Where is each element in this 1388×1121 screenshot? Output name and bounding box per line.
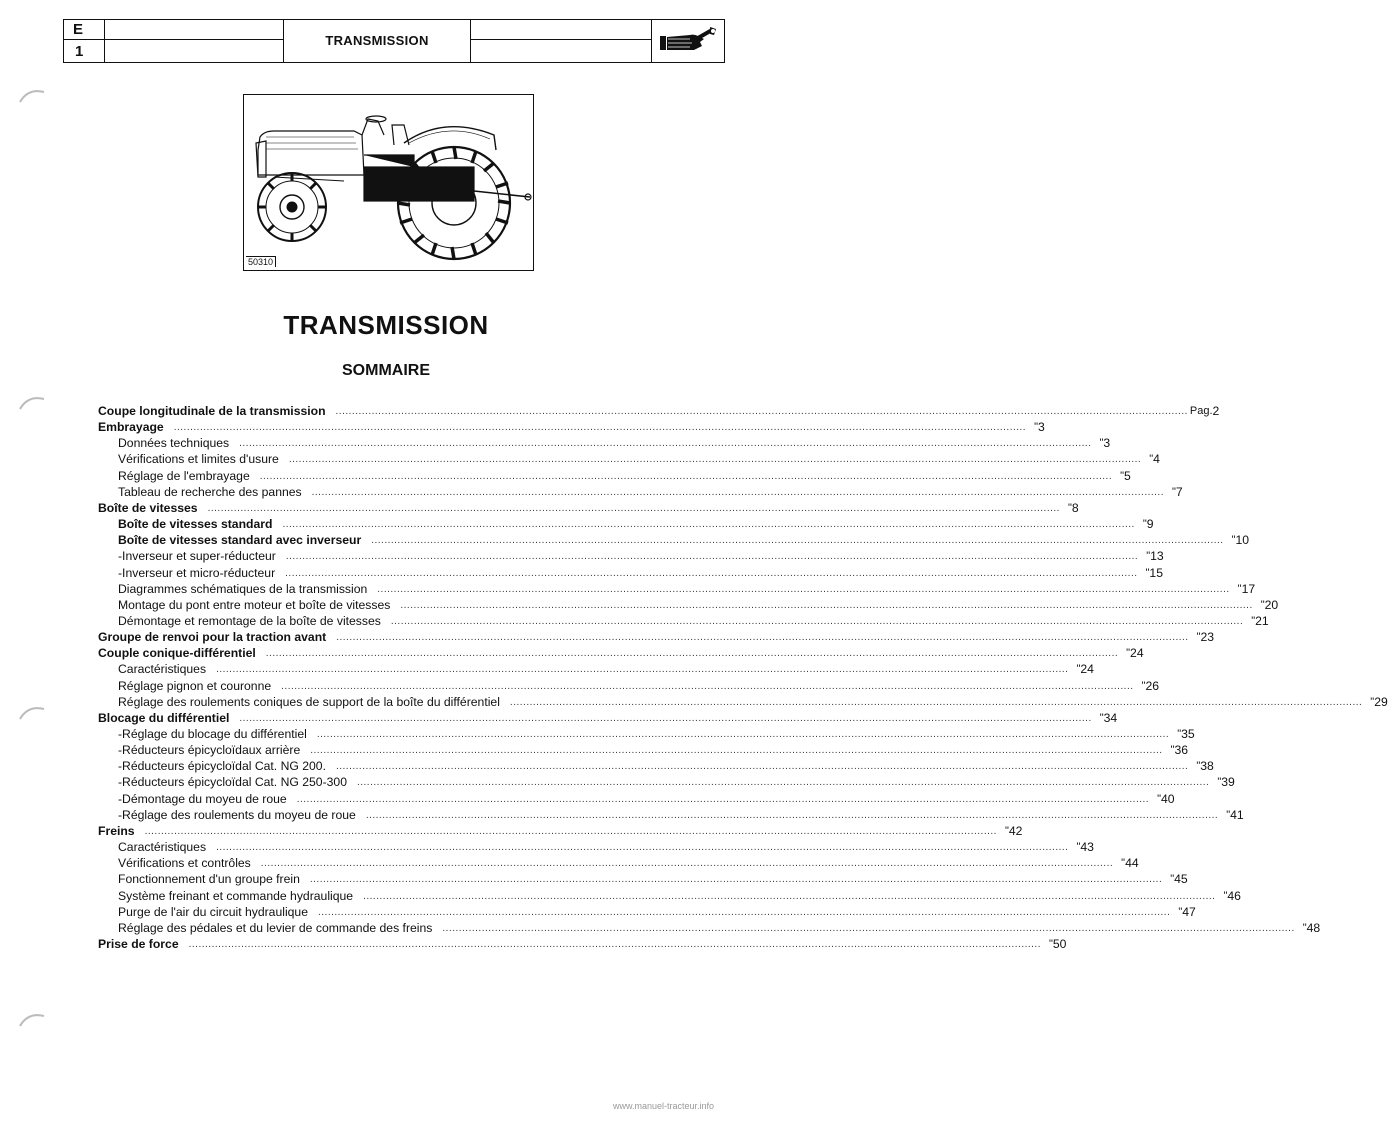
toc-entry-ditto: " (1120, 469, 1125, 482)
toc-entry-label: Système freinant et commande hydraulique (118, 888, 354, 903)
toc-entry-page: 5 (1124, 468, 1131, 483)
toc-entry (118, 597, 1279, 613)
toc-entry-ditto: " (1099, 711, 1104, 724)
toc-entry-ditto: " (1146, 550, 1151, 563)
toc-entry-label: -Réducteurs épicycloïdal Cat. NG 200. (118, 759, 326, 774)
toc-entry-label: Prise de force (98, 936, 179, 951)
toc-entry-page: 45 (1174, 872, 1188, 887)
toc-entry-ditto: " (1370, 695, 1375, 708)
toc-dot-leader: .................................................................................................................................................................................................................................................................... (310, 745, 1163, 757)
toc-entry-page: 24 (1130, 646, 1144, 661)
toc-entry (98, 823, 1023, 839)
toc-entry-ditto: Pag. (1189, 405, 1213, 417)
toc-entry-ditto: " (1260, 598, 1265, 611)
toc-entry-label: -Réglage du blocage du différentiel (118, 727, 307, 741)
toc-entry-label: Embrayage (98, 420, 164, 435)
toc-dot-leader: .................................................................................................................................................................................................................................................................... (265, 648, 1119, 660)
hand-wrench-icon (660, 26, 718, 56)
toc-entry-ditto: " (1170, 744, 1175, 757)
toc-entry-ditto: " (1145, 566, 1150, 579)
toc-entry-page: 7 (1175, 484, 1183, 499)
toc-entry-label: -Réducteurs épicycloïdal Cat. NG 250-300 (118, 775, 347, 790)
binder-hole-mark (18, 1010, 46, 1030)
toc-entry-ditto: " (1099, 437, 1104, 450)
toc-entry-ditto: " (1004, 824, 1009, 837)
toc-entry-page: 9 (1146, 517, 1154, 532)
toc-entry (118, 581, 1256, 597)
toc-entry-page: 2 (1212, 404, 1220, 418)
toc-entry (118, 855, 1139, 871)
toc-entry-page: 10 (1235, 533, 1250, 548)
front-wheel (258, 173, 326, 241)
toc-entry-ditto: " (1217, 776, 1222, 789)
header-divider (105, 39, 283, 40)
toc-entry-page: 38 (1200, 759, 1214, 774)
page-header (63, 19, 725, 63)
page-subtitle: SOMMAIRE (342, 362, 430, 379)
toc-entry-label: Boîte de vitesses standard avec inverseur (118, 533, 362, 548)
toc-entry-ditto: " (1237, 582, 1242, 595)
toc-dot-leader: .................................................................................................................................................................................................................................................................... (316, 729, 1170, 740)
toc-entry-page: 21 (1255, 613, 1269, 628)
toc-entry (118, 516, 1154, 532)
toc-entry (98, 629, 1215, 645)
toc-dot-leader: .................................................................................................................................................................................................................................................................... (260, 858, 1114, 870)
toc-entry (118, 888, 1241, 904)
toc-entry-ditto: " (1178, 905, 1183, 918)
toc-entry-label: Caractéristiques (118, 840, 207, 855)
toc-entry-page: 20 (1264, 597, 1279, 612)
toc-entry-ditto: " (1076, 841, 1081, 854)
toc-entry (118, 484, 1183, 500)
toc-entry-label: -Réducteurs épicycloïdaux arrière (118, 743, 301, 758)
toc-entry (118, 791, 1175, 807)
toc-dot-leader: .................................................................................................................................................................................................................................................................... (371, 535, 1224, 547)
toc-entry-label: Fonctionnement d'un groupe frein (118, 872, 300, 887)
toc-entry-page: 29 (1374, 694, 1388, 709)
toc-entry-label: -Inverseur et micro-réducteur (118, 565, 276, 580)
toc-entry-label: Tableau de recherche des pannes (118, 484, 302, 499)
toc-entry-ditto: " (1196, 631, 1201, 644)
toc-entry (118, 839, 1094, 855)
toc-entry-page: 47 (1182, 904, 1196, 919)
toc-entry-ditto: " (1223, 889, 1228, 902)
toc-dot-leader: .................................................................................................................................................................................................................................................................... (144, 825, 997, 837)
toc-entry (98, 710, 1118, 726)
binder-hole-mark (18, 86, 46, 106)
toc-entry-ditto: " (1251, 614, 1256, 627)
toc-dot-leader: .................................................................................................................................................................................................................................................................... (317, 906, 1171, 918)
toc-dot-leader: .................................................................................................................................................................................................................................................................... (216, 842, 1069, 854)
toc-entry-ditto: " (1126, 647, 1131, 660)
toc-entry-page: 4 (1153, 452, 1160, 467)
toc-entry-label: Boîte de vitesses standard (118, 517, 273, 532)
toc-entry-label: Réglage des pédales et du levier de commande des freins (118, 920, 433, 935)
toc-entry-label: Purge de l'air du circuit hydraulique (118, 904, 308, 919)
toc-entry-label: Réglage pignon et couronne (118, 678, 272, 693)
toc-entry (118, 468, 1131, 484)
toc-entry (118, 613, 1269, 629)
toc-entry-label: Vérifications et limites d'usure (118, 452, 279, 467)
toc-entry-label: Vérifications et contrôles (118, 856, 251, 871)
toc-entry-page: 3 (1103, 436, 1111, 451)
toc-dot-leader: .................................................................................................................................................................................................................................................................... (216, 664, 1069, 676)
toc-entry-page: 41 (1230, 807, 1244, 822)
toc-entry-page: 46 (1227, 888, 1241, 903)
section-code (64, 20, 105, 62)
toc-entry-page: 8 (1071, 500, 1079, 515)
toc-dot-leader: .................................................................................................................................................................................................................................................................... (288, 454, 1142, 466)
toc-dot-leader: .................................................................................................................................................................................................................................................................... (173, 422, 1027, 434)
toc-dot-leader: .................................................................................................................................................................................................................................................................... (239, 712, 1092, 724)
toc-entry (118, 694, 1388, 710)
toc-entry-page: 39 (1221, 775, 1235, 790)
toc-dot-leader: .................................................................................................................................................................................................................................................................... (239, 438, 1092, 450)
toc-dot-leader: .................................................................................................................................................................................................................................................................... (309, 874, 1163, 886)
toc-dot-leader: .................................................................................................................................................................................................................................................................... (296, 793, 1150, 805)
toc-entry-ditto: " (1149, 453, 1154, 466)
toc-entry-ditto: " (1157, 792, 1161, 805)
footer-watermark: www.manuel-tracteur.info (612, 1101, 714, 1111)
toc-entry-label: Caractéristiques (118, 662, 207, 677)
toc-entry (118, 678, 1159, 694)
toc-entry-page: 42 (1008, 823, 1023, 838)
toc-dot-leader: .................................................................................................................................................................................................................................................................... (285, 551, 1139, 563)
toc-entry-ditto: " (1034, 421, 1038, 434)
rear-wheel (398, 147, 510, 259)
toc-entry (98, 419, 1045, 435)
toc-entry-label: Freins (98, 823, 135, 838)
toc-entry (118, 451, 1160, 467)
toc-entry-ditto: " (1196, 760, 1201, 773)
toc-entry-label: Groupe de renvoi pour la traction avant (98, 630, 327, 645)
header-divider (471, 39, 651, 40)
toc-entry-label: Démontage et remontage de la boîte de vitesses (118, 613, 381, 628)
toc-entry-ditto: " (1302, 921, 1307, 934)
toc-entry-label: Données techniques (118, 436, 230, 451)
toc-entry-ditto: " (1142, 518, 1147, 531)
toc-entry (118, 774, 1235, 790)
toc-dot-leader: .................................................................................................................................................................................................................................................................... (281, 680, 1134, 692)
toc-dot-leader: .................................................................................................................................................................................................................................................................... (365, 809, 1219, 821)
toc-entry-page: 34 (1103, 710, 1118, 725)
toc-dot-leader: .................................................................................................................................................................................................................................................................... (259, 470, 1113, 482)
toc-entry-ditto: " (1170, 873, 1175, 886)
toc-dot-leader: .................................................................................................................................................................................................................................................................... (282, 519, 1135, 531)
toc-dot-leader: .................................................................................................................................................................................................................................................................... (285, 567, 1138, 579)
toc-entry-page: 40 (1160, 791, 1175, 806)
page-title: TRANSMISSION (283, 310, 489, 340)
toc-dot-leader: .................................................................................................................................................................................................................................................................... (311, 486, 1164, 498)
toc-entry-page: 26 (1145, 678, 1159, 693)
toc-entry-label: -Inverseur et super-réducteur (118, 549, 276, 564)
binder-hole-mark (18, 703, 46, 723)
toc-dot-leader: .................................................................................................................................................................................................................................................................... (335, 761, 1189, 773)
toc-entry (118, 548, 1164, 564)
toc-entry-label: Boîte de vitesses (98, 500, 198, 515)
toc-entry-ditto: " (1076, 663, 1081, 676)
toc-entry-ditto: " (1121, 857, 1126, 870)
toc-entry-label: -Démontage du moyeu de roue (118, 791, 287, 806)
toc-entry (118, 807, 1244, 823)
toc-entry (98, 500, 1079, 516)
section-number: 1 (75, 43, 84, 60)
tractor-illustration (244, 95, 533, 270)
toc-dot-leader: .................................................................................................................................................................................................................................................................... (363, 890, 1216, 902)
toc-entry (118, 920, 1321, 936)
toc-entry-label: Diagrammes schématiques de la transmission (118, 581, 368, 596)
toc-entry-ditto: " (1177, 728, 1182, 740)
toc-entry-page: 24 (1080, 662, 1094, 677)
toc-dot-leader: .................................................................................................................................................................................................................................................................... (509, 696, 1363, 708)
toc-entry (118, 904, 1196, 920)
toc-entry (118, 726, 1195, 742)
toc-entry-label: Coupe longitudinale de la transmission (98, 404, 326, 418)
toc-entry-page: 43 (1080, 840, 1094, 855)
toc-entry (98, 645, 1144, 661)
toc-entry-page: 35 (1181, 727, 1195, 741)
header-icon-box (651, 20, 724, 62)
toc-dot-leader: .................................................................................................................................................................................................................................................................... (207, 502, 1060, 514)
toc-dot-leader: .................................................................................................................................................................................................................................................................... (390, 615, 1244, 627)
toc-entry-label: Réglage de l'embrayage (118, 468, 250, 483)
toc-entry-page: 15 (1149, 565, 1163, 580)
toc-entry-label: -Réglage des roulements du moyeu de roue (118, 807, 356, 822)
toc-entry-page: 50 (1052, 936, 1067, 951)
toc-entry (98, 403, 1220, 419)
toc-dot-leader: .................................................................................................................................................................................................................................................................... (400, 599, 1253, 611)
figure-reference: 50310 (246, 256, 276, 267)
toc-entry (118, 871, 1188, 887)
toc-dot-leader: .................................................................................................................................................................................................................................................................... (335, 406, 1188, 417)
toc-entry (118, 758, 1214, 774)
toc-entry (98, 936, 1067, 952)
toc-entry-ditto: " (1231, 534, 1236, 547)
toc-entry-page: 36 (1174, 743, 1189, 758)
section-letter: E (64, 20, 104, 40)
toc-entry-page: 23 (1200, 630, 1215, 645)
toc-entry (118, 661, 1094, 677)
toc-entry-label: Réglage des roulements coniques de support de la boîte du différentiel (118, 694, 500, 709)
toc-dot-leader: .................................................................................................................................................................................................................................................................... (377, 583, 1230, 595)
toc-dot-leader: .................................................................................................................................................................................................................................................................... (188, 938, 1041, 950)
toc-entry-label: Montage du pont entre moteur et boîte de vitesses (118, 597, 391, 612)
toc-entry (118, 742, 1189, 758)
toc-entry-ditto: " (1226, 808, 1231, 821)
toc-entry-page: 44 (1125, 856, 1139, 871)
toc-dot-leader: .................................................................................................................................................................................................................................................................... (442, 922, 1295, 934)
toc-entry-page: 17 (1241, 581, 1256, 596)
tractor-figure (243, 94, 534, 271)
toc-entry-ditto: " (1067, 501, 1072, 514)
toc-entry (118, 532, 1250, 548)
toc-dot-leader: .................................................................................................................................................................................................................................................................... (336, 632, 1189, 644)
toc-entry (118, 565, 1163, 581)
toc-entry-page: 48 (1306, 920, 1321, 935)
toc-entry-page: 3 (1038, 420, 1045, 435)
toc-entry-label: Couple conique-différentiel (98, 646, 256, 661)
toc-entry-page: 13 (1150, 549, 1164, 564)
binder-hole-mark (18, 393, 46, 413)
toc-entry-ditto: " (1141, 679, 1146, 692)
header-title: TRANSMISSION (283, 20, 471, 62)
toc-dot-leader: .................................................................................................................................................................................................................................................................... (356, 777, 1210, 789)
toc-entry-ditto: " (1049, 937, 1053, 950)
toc-entry-ditto: " (1172, 485, 1176, 498)
toc-entry-label: Blocage du différentiel (98, 710, 230, 725)
toc-entry (118, 435, 1111, 451)
